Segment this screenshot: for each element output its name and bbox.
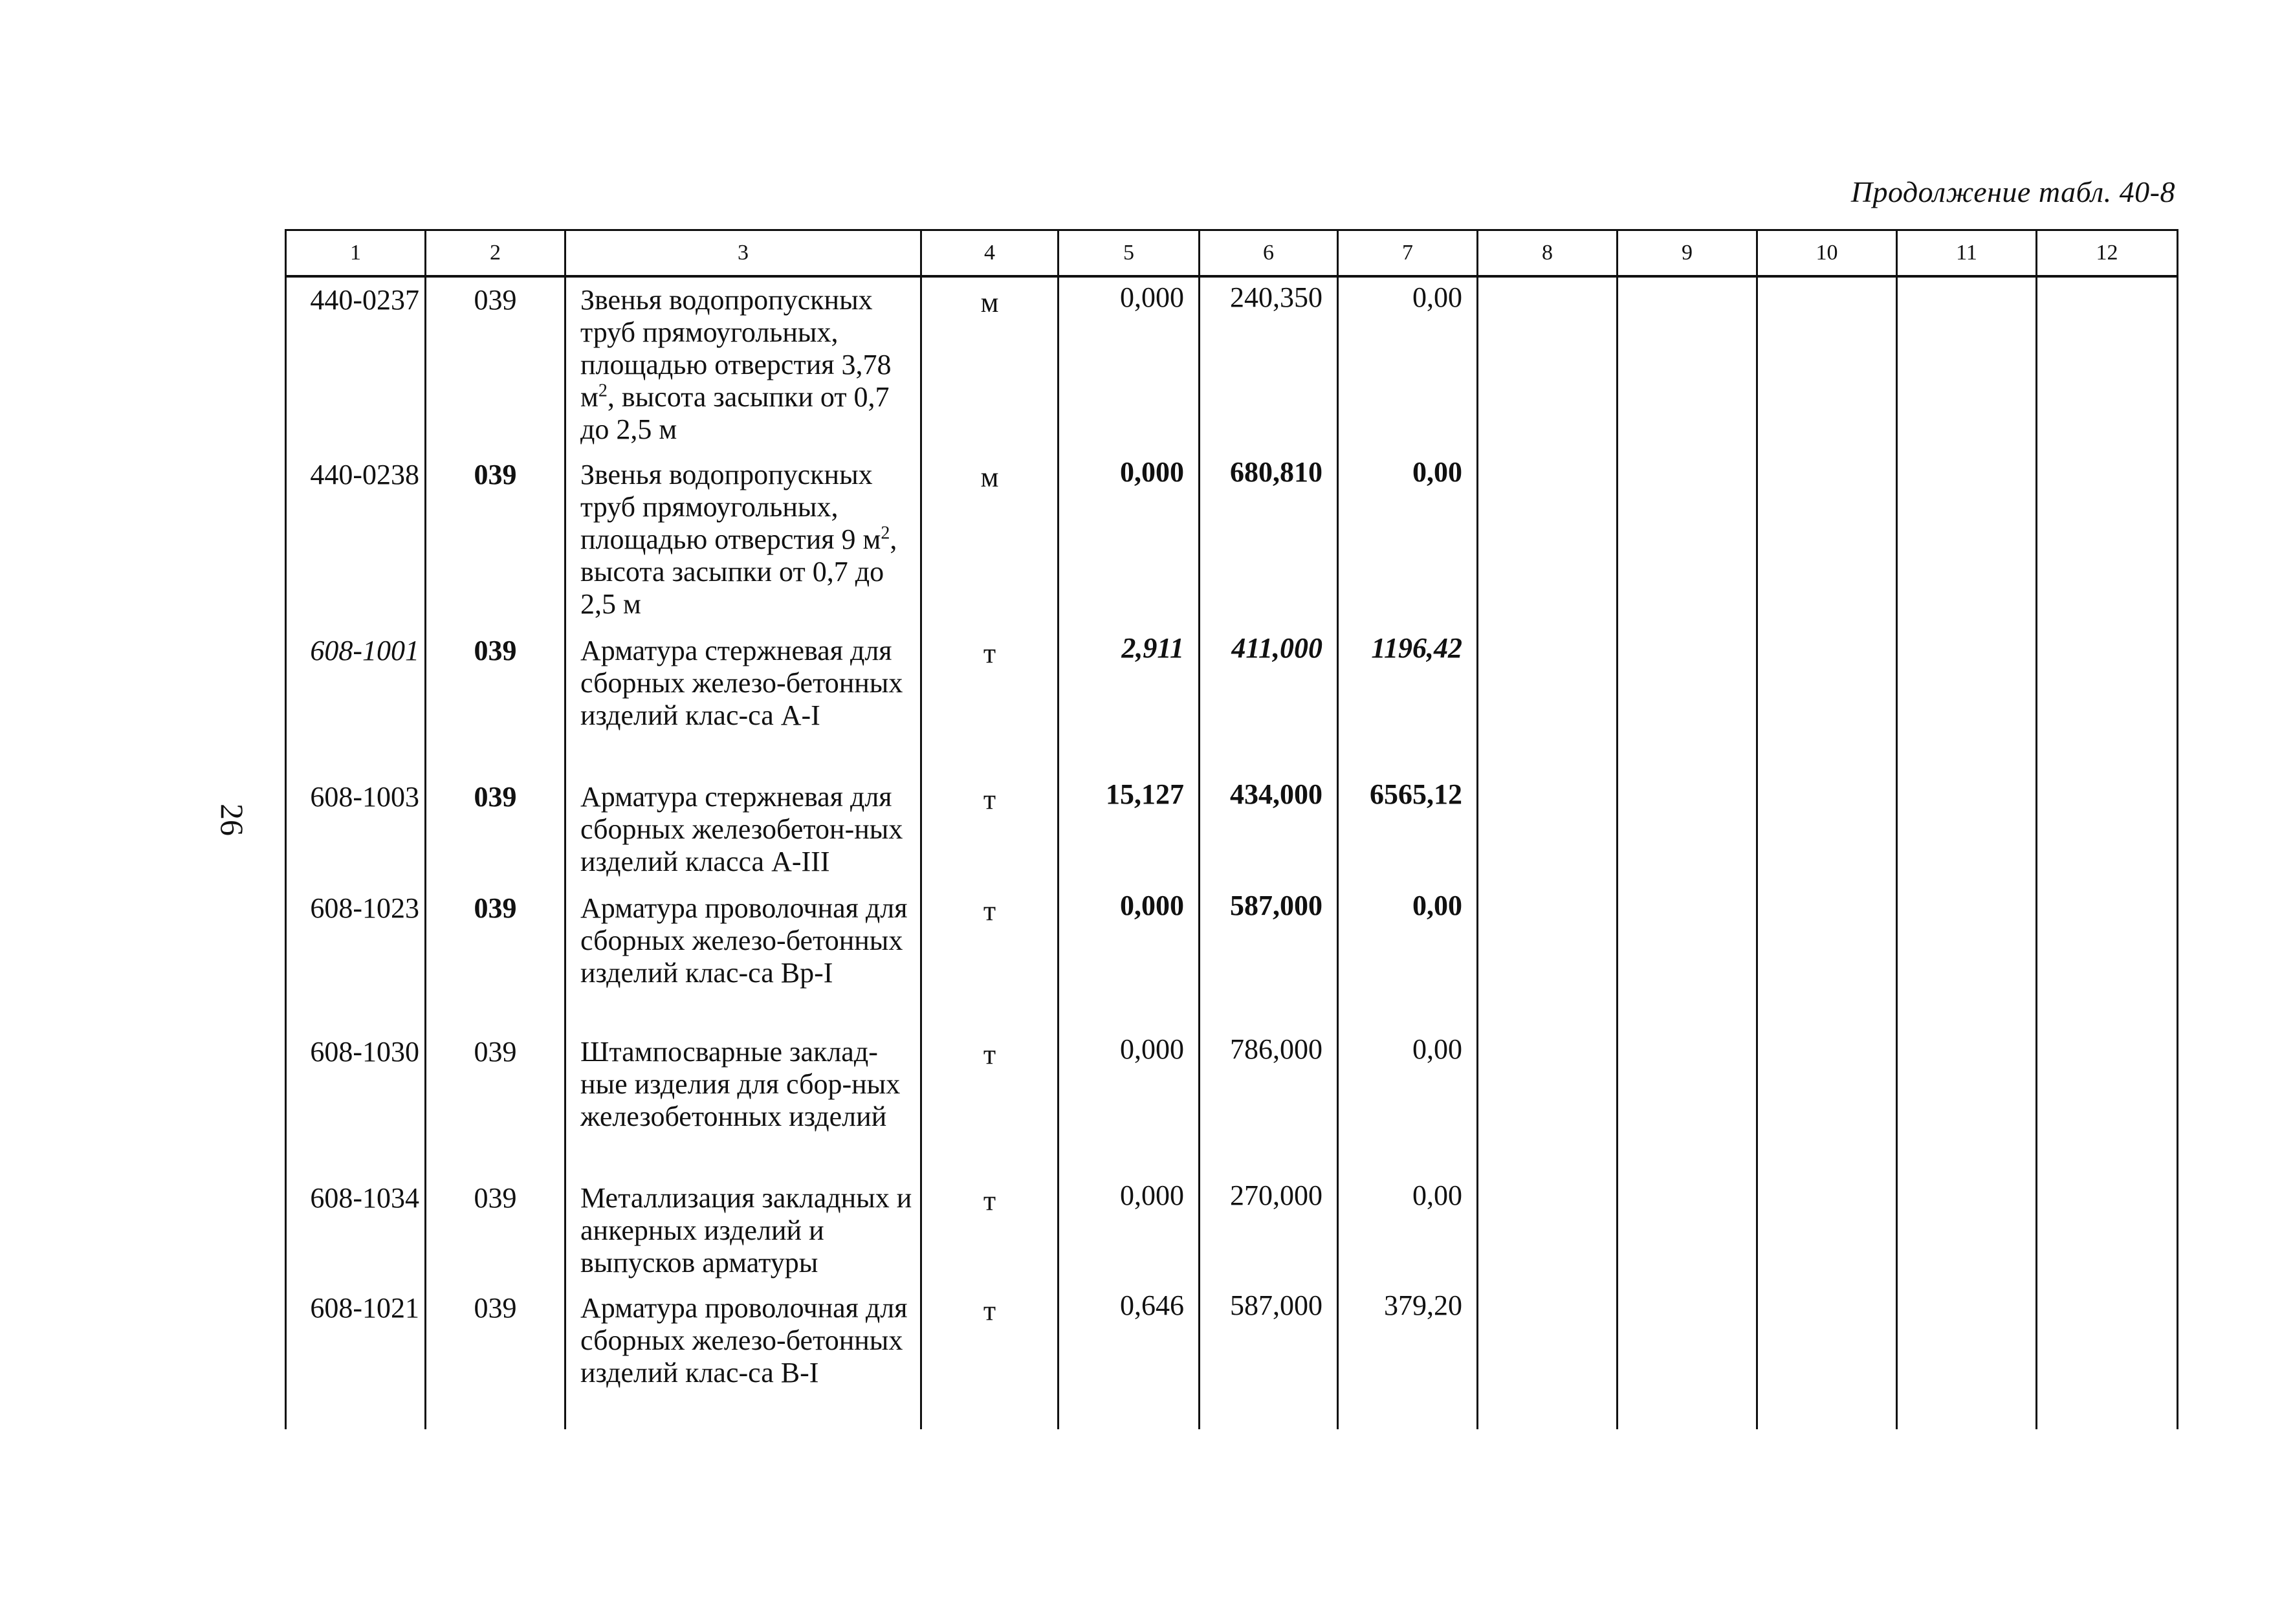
col-header-10: 10 xyxy=(1757,230,1897,277)
resource-name: Звенья водопропускных труб прямоугольных, площадью отверстия 9 $м^2$, высота засыпки от 0,7 до 2,5 м xyxy=(565,452,921,628)
empty-cell xyxy=(1478,1286,1618,1429)
resource-name: Звенья водопропускных труб прямоугольных, площадью отверстия 3,78 $м^2$, высота засыпки от 0,7 до 2,5 м xyxy=(565,276,921,452)
empty-cell xyxy=(1478,1029,1618,1176)
empty-cell xyxy=(1897,628,2037,774)
col-header-9: 9 xyxy=(1618,230,1757,277)
empty-cell xyxy=(1618,276,1757,452)
group-code: 039 xyxy=(426,886,565,1029)
total: 0,00 xyxy=(1338,886,1478,1029)
resource-name: Арматура стержневая для сборных железобетон-ных изделий класса А-III xyxy=(565,774,921,886)
resource-table xyxy=(285,229,2178,1429)
empty-cell xyxy=(1478,1176,1618,1286)
table-row xyxy=(286,886,2178,1029)
resource-code: 608-1034 xyxy=(286,1176,426,1286)
empty-cell xyxy=(1897,1029,2037,1176)
unit: т xyxy=(921,1176,1059,1286)
total: 0,00 xyxy=(1338,1029,1478,1176)
resource-name: Арматура проволочная для сборных железо-бетонных изделий клас-са Вр-I xyxy=(565,886,921,1029)
group-code: 039 xyxy=(426,452,565,628)
unit: т xyxy=(921,886,1059,1029)
empty-cell xyxy=(1618,1286,1757,1429)
resource-code: 608-1021 xyxy=(286,1286,426,1429)
empty-cell xyxy=(2037,276,2178,452)
col-header-8: 8 xyxy=(1478,230,1618,277)
resource-code: 608-1001 xyxy=(286,628,426,774)
empty-cell xyxy=(2037,774,2178,886)
table-row xyxy=(286,628,2178,774)
group-code: 039 xyxy=(426,276,565,452)
col-header-2: 2 xyxy=(426,230,565,277)
resource-code: 608-1003 xyxy=(286,774,426,886)
unit: т xyxy=(921,774,1059,886)
empty-cell xyxy=(1897,452,2037,628)
unit: м xyxy=(921,276,1059,452)
empty-cell xyxy=(1757,276,1897,452)
empty-cell xyxy=(2037,1286,2178,1429)
price: 587,000 xyxy=(1200,1286,1338,1429)
quantity: 0,000 xyxy=(1059,1176,1200,1286)
empty-cell xyxy=(1757,628,1897,774)
empty-cell xyxy=(1757,774,1897,886)
empty-cell xyxy=(1897,276,2037,452)
col-header-4: 4 xyxy=(921,230,1059,277)
quantity: 0,000 xyxy=(1059,452,1200,628)
resource-code: 440-0238 xyxy=(286,452,426,628)
group-code: 039 xyxy=(426,1286,565,1429)
col-header-11: 11 xyxy=(1897,230,2037,277)
empty-cell xyxy=(1618,1029,1757,1176)
empty-cell xyxy=(1757,1176,1897,1286)
total: 379,20 xyxy=(1338,1286,1478,1429)
empty-cell xyxy=(2037,452,2178,628)
table-row xyxy=(286,774,2178,886)
quantity: 15,127 xyxy=(1059,774,1200,886)
total: 1196,42 xyxy=(1338,628,1478,774)
quantity: 0,000 xyxy=(1059,1029,1200,1176)
table-row xyxy=(286,1286,2178,1429)
total: 0,00 xyxy=(1338,452,1478,628)
empty-cell xyxy=(1618,452,1757,628)
price: 680,810 xyxy=(1200,452,1338,628)
table-row xyxy=(286,1029,2178,1176)
empty-cell xyxy=(1897,886,2037,1029)
resource-name: Арматура стержневая для сборных железо-бетонных изделий клас-са А-I xyxy=(565,628,921,774)
table-row xyxy=(286,276,2178,452)
resource-code: 608-1030 xyxy=(286,1029,426,1176)
col-header-6: 6 xyxy=(1200,230,1338,277)
empty-cell xyxy=(1478,276,1618,452)
quantity: 0,646 xyxy=(1059,1286,1200,1429)
col-header-5: 5 xyxy=(1059,230,1200,277)
quantity: 0,000 xyxy=(1059,886,1200,1029)
quantity: 2,911 xyxy=(1059,628,1200,774)
empty-cell xyxy=(1478,886,1618,1029)
empty-cell xyxy=(1618,774,1757,886)
group-code: 039 xyxy=(426,774,565,886)
group-code: 039 xyxy=(426,1176,565,1286)
empty-cell xyxy=(1757,886,1897,1029)
resource-name: Штампосварные заклад-ные изделия для сбор-ных железобетонных изделий xyxy=(565,1029,921,1176)
empty-cell xyxy=(1618,886,1757,1029)
col-header-3: 3 xyxy=(565,230,921,277)
unit: т xyxy=(921,628,1059,774)
empty-cell xyxy=(1897,1176,2037,1286)
empty-cell xyxy=(1757,452,1897,628)
unit: т xyxy=(921,1029,1059,1176)
group-code: 039 xyxy=(426,628,565,774)
unit: м xyxy=(921,452,1059,628)
resource-name: Арматура проволочная для сборных железо-бетонных изделий клас-са В-I xyxy=(565,1286,921,1429)
total: 0,00 xyxy=(1338,1176,1478,1286)
empty-cell xyxy=(1757,1029,1897,1176)
unit: т xyxy=(921,1286,1059,1429)
page-number: 26 xyxy=(214,804,250,836)
empty-cell xyxy=(1478,774,1618,886)
price: 411,000 xyxy=(1200,628,1338,774)
empty-cell xyxy=(2037,1176,2178,1286)
table-caption: Продолжение табл. 40-8 xyxy=(1850,175,2175,208)
resource-name: Металлизация закладных и анкерных изделий и выпусков арматуры xyxy=(565,1176,921,1286)
total: 0,00 xyxy=(1338,276,1478,452)
empty-cell xyxy=(1897,1286,2037,1429)
header-row xyxy=(286,230,2178,277)
col-header-1: 1 xyxy=(286,230,426,277)
empty-cell xyxy=(2037,1029,2178,1176)
empty-cell xyxy=(2037,628,2178,774)
empty-cell xyxy=(1618,628,1757,774)
total: 6565,12 xyxy=(1338,774,1478,886)
empty-cell xyxy=(1618,1176,1757,1286)
col-header-12: 12 xyxy=(2037,230,2178,277)
group-code: 039 xyxy=(426,1029,565,1176)
col-header-7: 7 xyxy=(1338,230,1478,277)
price: 587,000 xyxy=(1200,886,1338,1029)
price: 434,000 xyxy=(1200,774,1338,886)
price: 786,000 xyxy=(1200,1029,1338,1176)
table-row xyxy=(286,1176,2178,1286)
table-row xyxy=(286,452,2178,628)
empty-cell xyxy=(2037,886,2178,1029)
empty-cell xyxy=(1897,774,2037,886)
price: 270,000 xyxy=(1200,1176,1338,1286)
empty-cell xyxy=(1478,628,1618,774)
resource-code: 608-1023 xyxy=(286,886,426,1029)
empty-cell xyxy=(1478,452,1618,628)
empty-cell xyxy=(1757,1286,1897,1429)
price: 240,350 xyxy=(1200,276,1338,452)
resource-code: 440-0237 xyxy=(286,276,426,452)
quantity: 0,000 xyxy=(1059,276,1200,452)
